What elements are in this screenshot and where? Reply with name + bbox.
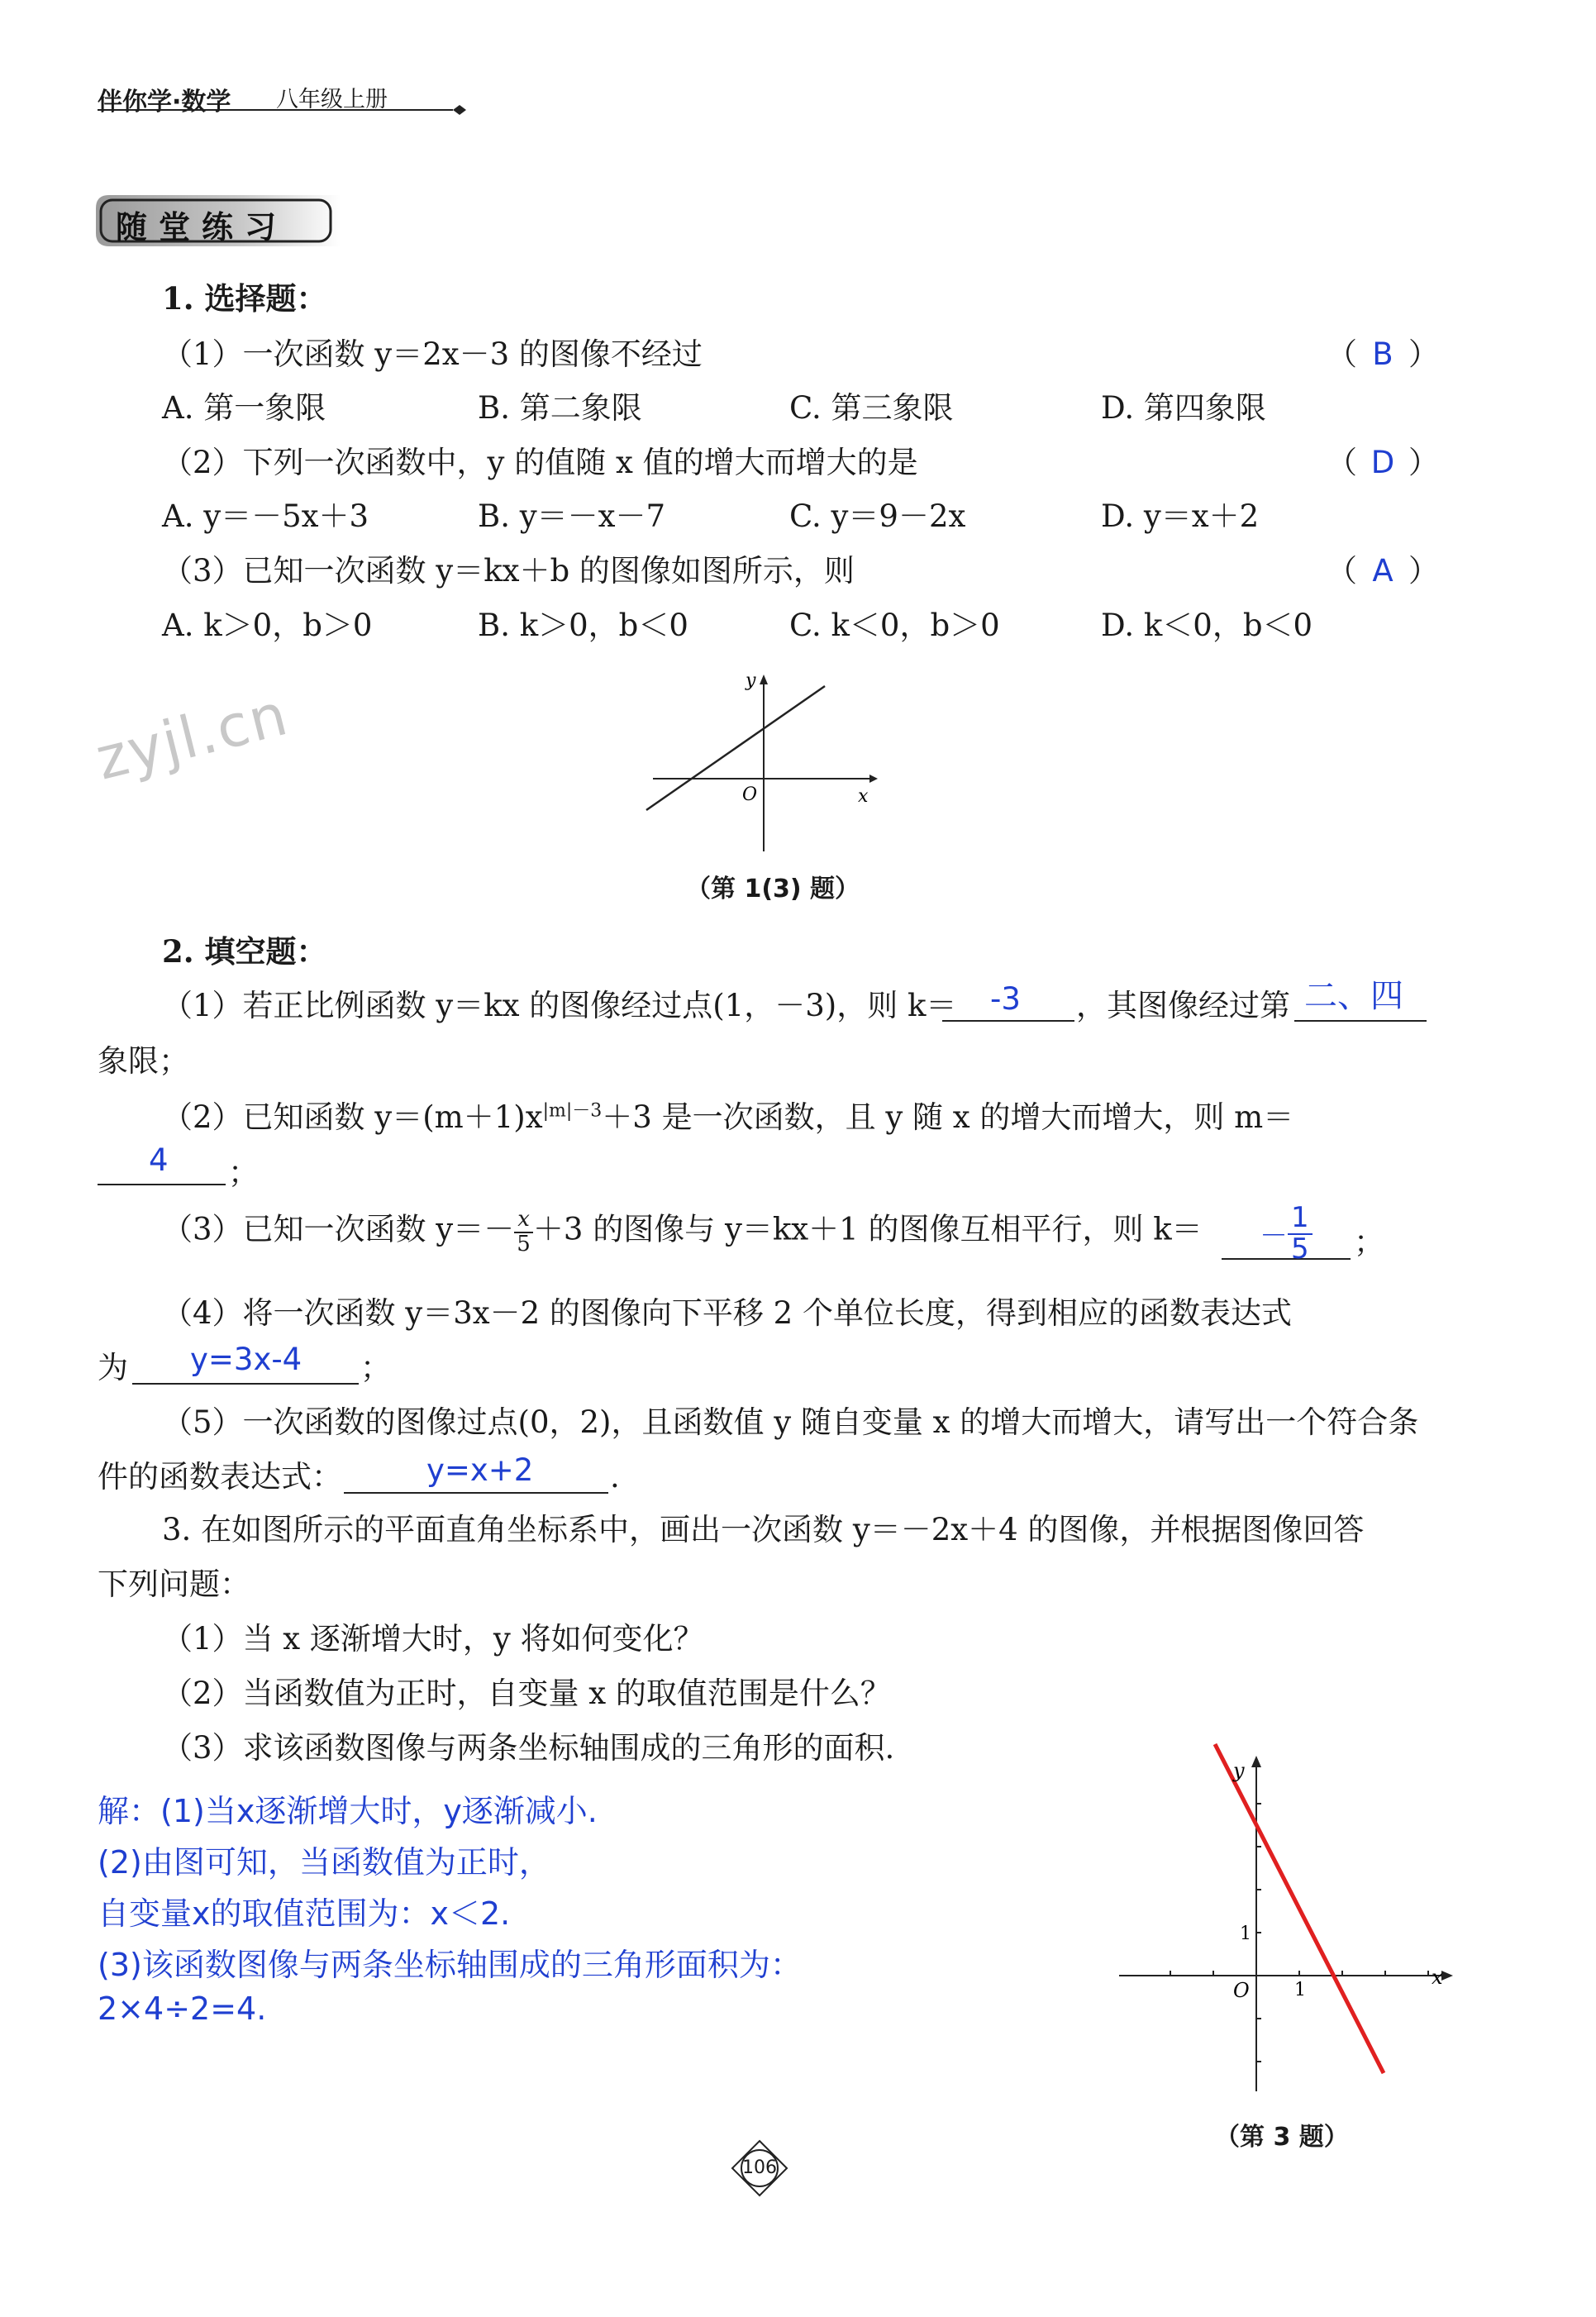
function-line: [646, 686, 825, 810]
paren-close: ）: [1408, 553, 1439, 589]
paren-open: （: [1327, 445, 1357, 480]
q1-p1-answer: B: [1372, 336, 1394, 372]
q1-figure-caption: （第 1(3) 题）: [686, 875, 860, 903]
q1-figure: [636, 661, 884, 860]
answer-denominator: 5: [1291, 1232, 1309, 1266]
fraction-denominator: 5: [517, 1232, 531, 1256]
paren-open: （: [1327, 553, 1357, 589]
q1-p2-option-b: B. y＝－x－7: [478, 498, 666, 534]
q2-p3-line: [162, 1209, 1203, 1255]
q2-p1-blank1: [942, 1020, 1074, 1022]
grade-label: 八年级上册: [276, 87, 388, 112]
q3-y-axis-label: y: [1233, 1759, 1245, 1782]
q1-p3-option-b: B. k＞0，b＜0: [478, 608, 688, 643]
q2-p4-text-c: ；: [360, 1350, 391, 1385]
q3-line2: 下列问题：: [98, 1566, 250, 1602]
q3-figure: [1108, 1728, 1471, 2116]
q2-p4-blank: [132, 1383, 359, 1385]
q3-solution-line1: 解：(1)当x逐渐增大时，y逐渐减小.: [98, 1793, 598, 1829]
q2-p2-answer: 4: [149, 1142, 169, 1178]
q2-p2-exponent: |m|－3: [542, 1100, 603, 1122]
q1-p1-option-a: A. 第一象限: [162, 390, 326, 426]
q3-sub2: （2）当函数值为正时，自变量 x 的取值范围是什么？: [162, 1676, 891, 1711]
book-title: 伴你学·数学: [98, 88, 231, 117]
q3-solution-line3: 自变量x的取值范围为：x＜2.: [98, 1895, 511, 1932]
q3-solution-line2: (2)由图可知，当函数值为正时，: [98, 1844, 550, 1881]
q1-p3-answer: A: [1372, 553, 1394, 589]
q2-p3-fraction: [514, 1209, 533, 1255]
q1-p2-option-d: D. y＝x＋2: [1101, 498, 1260, 534]
watermark: zyjl.cn: [89, 679, 295, 794]
answer-sign: －: [1260, 1219, 1288, 1253]
q3-line1: 3. 在如图所示的平面直角坐标系中，画出一次函数 y＝－2x＋4 的图像，并根据图像回答: [162, 1512, 1365, 1547]
section-banner: [93, 192, 341, 250]
q1-p3-stem: （3）已知一次函数 y＝kx＋b 的图像如图所示，则: [162, 553, 855, 589]
q2-p4-answer: y=3x-4: [190, 1342, 303, 1377]
section-title: 随堂练习: [116, 209, 288, 246]
q1-p3-option-d: D. k＜0，b＜0: [1101, 608, 1313, 643]
paren-close: ）: [1408, 336, 1439, 372]
q2-p3-text-a: （3）已知一次函数 y＝－: [162, 1211, 515, 1247]
q3-sub3: （3）求该函数图像与两条坐标轴围成的三角形的面积.: [162, 1730, 895, 1766]
q2-p2-blank: [98, 1184, 226, 1185]
q1-p2-answer-box: [1327, 447, 1439, 478]
q1-p3-option-c: C. k＜0，b＞0: [789, 608, 1000, 643]
q1-p3-answer-box: [1327, 553, 1439, 589]
y-axis-label: y: [746, 670, 756, 691]
q3-solution-line4: (3)该函数图像与两条坐标轴围成的三角形面积为：: [98, 1947, 802, 1983]
q2-p5-text-b: 件的函数表达式：: [98, 1459, 342, 1495]
q3-x-axis-label: x: [1432, 1966, 1443, 1989]
q1-p1-stem: （1）一次函数 y＝2x－3 的图像不经过: [162, 336, 703, 372]
q1-p1-answer-box: [1327, 336, 1439, 372]
q3-tick-label-x1: 1: [1294, 1980, 1306, 2000]
q2-p2-text-a-main: （2）已知函数 y＝(m＋1)x: [162, 1099, 543, 1135]
q3-grid-ticks: [1170, 1804, 1428, 2062]
q2-heading: 2. 填空题：: [162, 933, 327, 970]
fraction-numerator: x: [514, 1209, 533, 1233]
q1-p3-option-a: A. k＞0，b＞0: [162, 608, 373, 643]
page-number-badge: [731, 2139, 788, 2197]
q1-p2-stem: （2）下列一次函数中，y 的值随 x 值的增大而增大的是: [162, 445, 918, 480]
q1-p2-answer: D: [1370, 445, 1395, 480]
paren-open: （: [1327, 336, 1357, 372]
q2-p1-answer1: -3: [990, 981, 1021, 1017]
q2-p3-text-b: ＋3 的图像与 y＝kx＋1 的图像互相平行，则 k＝: [532, 1211, 1203, 1247]
q2-p3-text-c: ；: [1354, 1224, 1384, 1260]
q2-p2-text-b: ＋3 是一次函数，且 y 随 x 的增大而增大，则 m＝: [602, 1099, 1294, 1135]
answer-fraction: [1288, 1201, 1313, 1266]
page-number: 106: [742, 2157, 777, 2178]
q3-tick-label-y1: 1: [1240, 1924, 1251, 1944]
q2-p5-text-c: .: [610, 1459, 620, 1495]
q3-y-axis: [1251, 1756, 1261, 2091]
q1-p1-option-b: B. 第二象限: [478, 390, 642, 426]
q2-p2-text-c: ；: [228, 1155, 259, 1190]
q3-figure-caption: （第 3 题）: [1215, 2123, 1349, 2152]
q2-p1-blank2: [1294, 1020, 1427, 1022]
origin-label: O: [742, 784, 758, 805]
q2-p5-blank: [344, 1492, 608, 1494]
q2-p1-text-b: ，其图像经过第: [1076, 988, 1290, 1023]
q3-sub1: （1）当 x 逐渐增大时，y 将如何变化？: [162, 1621, 704, 1657]
q1-p1-option-d: D. 第四象限: [1101, 390, 1266, 426]
q2-p2-text-a: [162, 1099, 1294, 1135]
q3-origin-label: O: [1233, 1979, 1250, 2002]
header-rule: [98, 104, 469, 121]
y-axis: [760, 675, 768, 851]
q1-p2-option-a: A. y＝－5x＋3: [162, 498, 369, 534]
q2-p5-answer: y=x+2: [426, 1452, 534, 1488]
q3-x-axis: [1119, 1971, 1453, 1981]
q1-p1-option-c: C. 第三象限: [789, 390, 954, 426]
q2-p1-answer2: 二、四: [1304, 977, 1403, 1015]
q3-function-line: [1215, 1744, 1384, 2073]
q2-p1-text-c: 象限；: [98, 1043, 189, 1079]
q2-p5-text-a: （5）一次函数的图像过点(0，2)，且函数值 y 随自变量 x 的增大而增大，请写出一个符合条: [162, 1404, 1419, 1440]
q2-p1-text-a: （1）若正比例函数 y＝kx 的图像经过点(1，－3)，则 k＝: [162, 988, 957, 1023]
paren-close: ）: [1408, 445, 1439, 480]
x-axis-label: x: [858, 786, 869, 807]
q3-solution-line5: 2×4÷2=4.: [98, 1990, 267, 2027]
q2-p4-text-b: 为: [98, 1350, 128, 1385]
q1-p2-option-c: C. y＝9－2x: [789, 498, 966, 534]
answer-numerator: 1: [1288, 1204, 1313, 1235]
q1-heading: 1. 选择题：: [162, 280, 327, 317]
q2-p3-answer: [1260, 1201, 1313, 1266]
q2-p4-text-a: （4）将一次函数 y＝3x－2 的图像向下平移 2 个单位长度，得到相应的函数表达式: [162, 1295, 1292, 1331]
